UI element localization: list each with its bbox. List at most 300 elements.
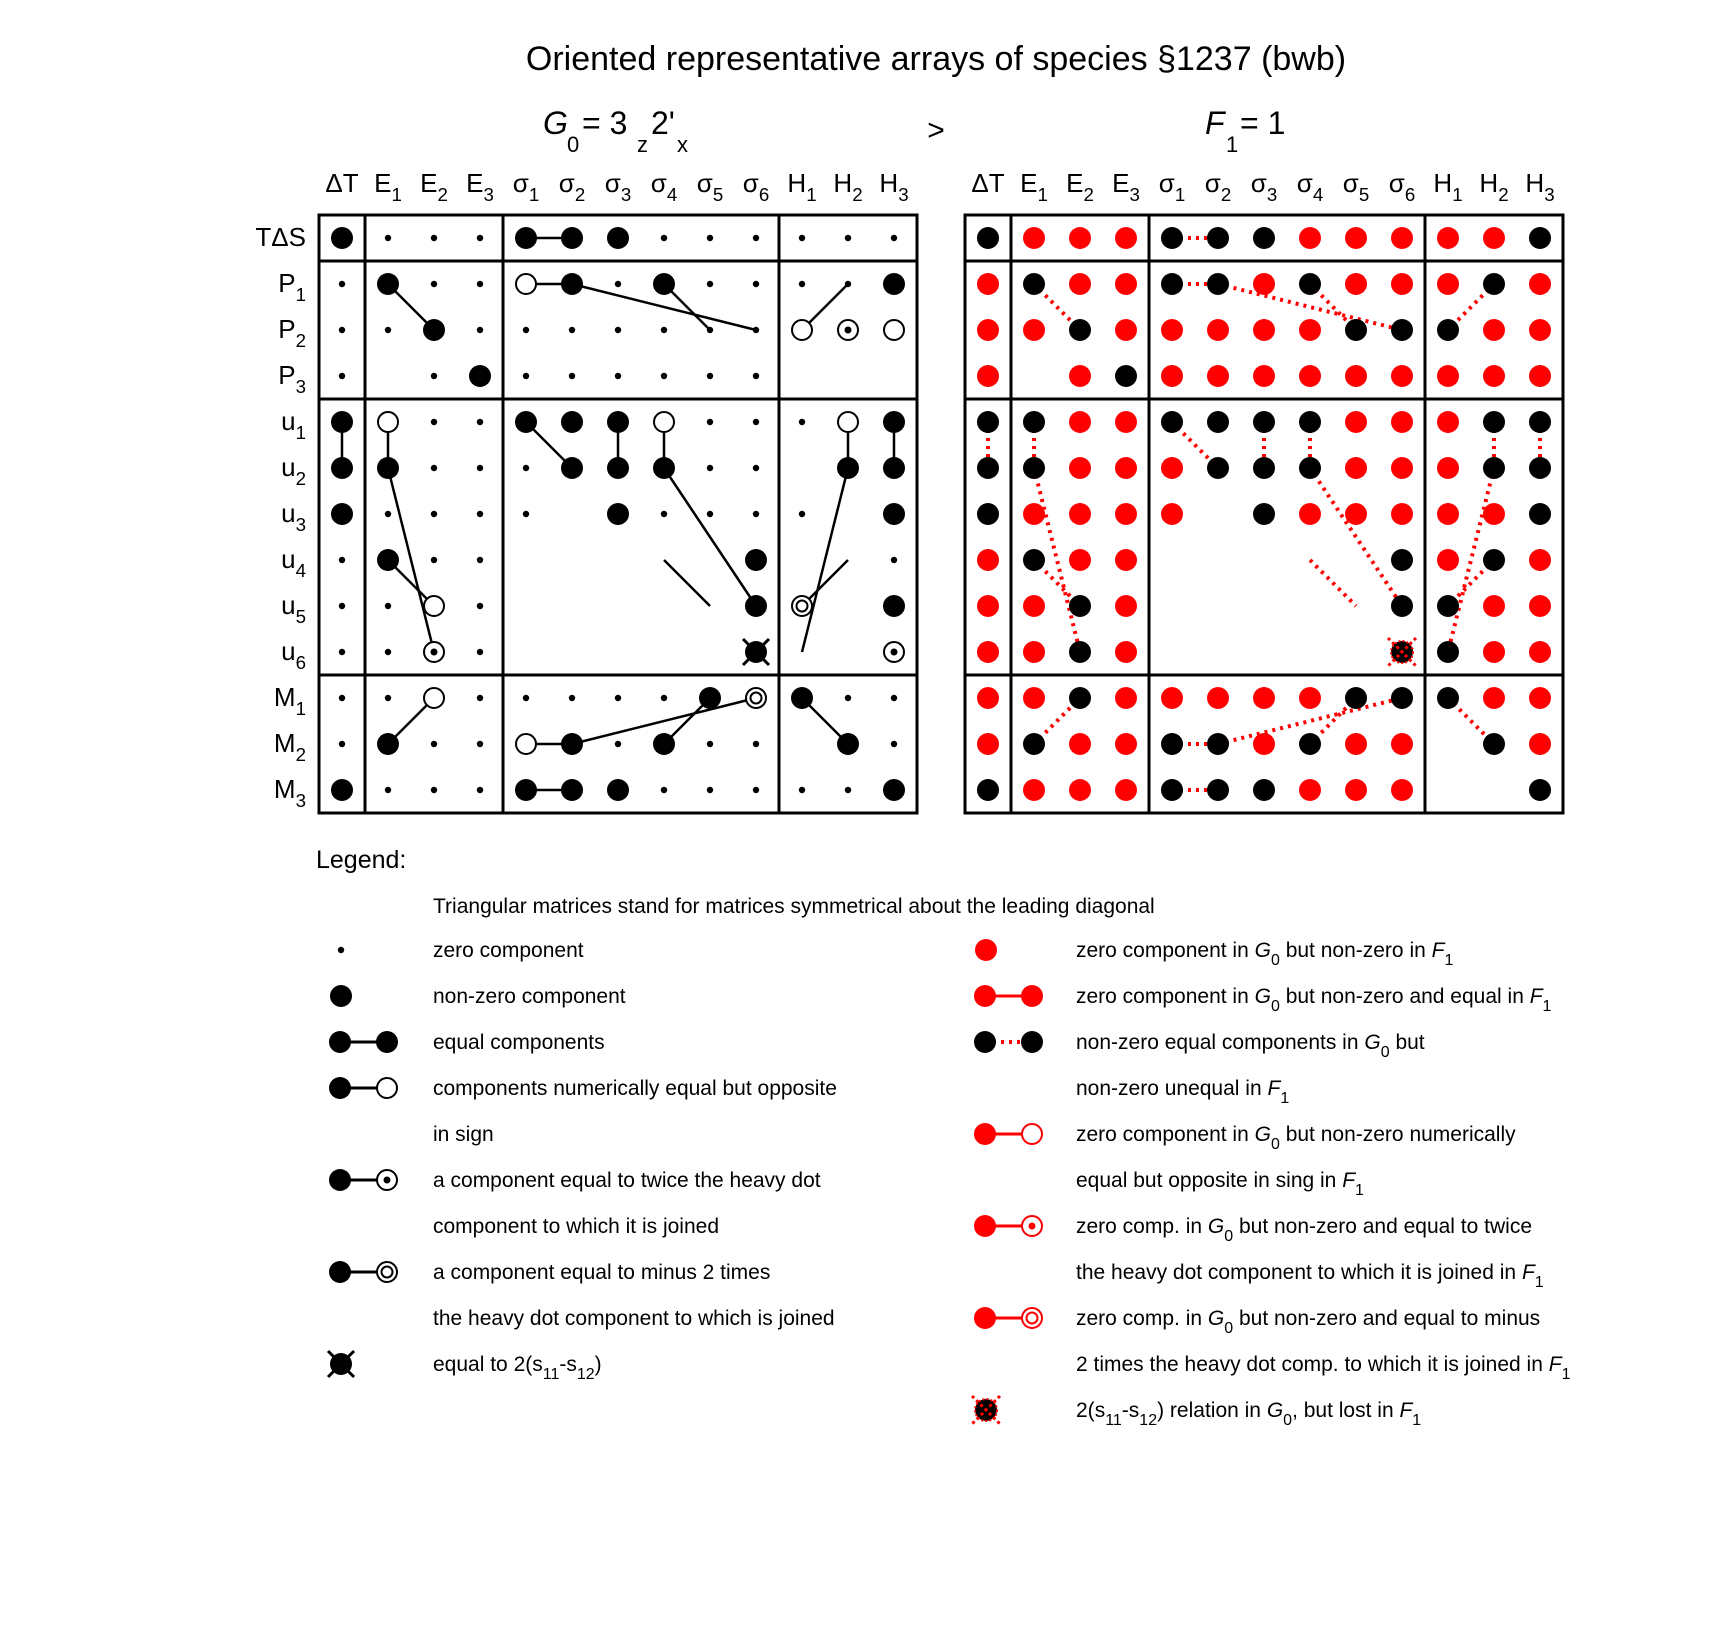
matrix-cell [977,595,999,617]
matrix-cell [1161,779,1183,801]
matrix-cell [977,687,999,709]
matrix-cell [1115,411,1137,433]
matrix-cell [753,373,759,379]
matrix-cell [977,641,999,663]
matrix-cell [523,695,529,701]
matrix-cell [883,503,905,525]
legend-symbol [329,1169,397,1191]
matrix-cell [1207,411,1229,433]
diagram-title: Oriented representative arrays of species §1237 (bwb) [525,40,1347,78]
legend-symbol [329,1031,398,1053]
matrix-block-border [365,399,503,675]
matrix-cell [477,741,483,747]
legend-symbol [338,947,344,953]
matrix-cell [707,465,713,471]
matrix-cell [977,227,999,249]
header-f1-rest: = 1 [1240,105,1286,141]
matrix-cell [607,411,629,433]
column-label: $H_2$ [1479,168,1509,206]
column-label: $\sigma_4$ [650,168,678,206]
matrix-cell [1391,227,1413,249]
matrix-cell [1483,687,1505,709]
legend-item-text: non-zero unequal in $F_1$ [1076,1077,1290,1107]
matrix-cell [1069,641,1091,663]
legend-symbol [329,1261,397,1283]
matrix-cell [561,457,583,479]
matrix-cell [1345,365,1367,387]
matrix-cell [431,787,437,793]
matrix-cell [1437,503,1459,525]
matrix-cell [1161,733,1183,755]
matrix-cell [339,557,345,563]
matrix-cell [753,511,759,517]
matrix-cell [1483,733,1505,755]
matrix-cell [977,503,999,525]
matrix-cell [972,1396,1000,1424]
row-label: $M_3$ [273,774,306,812]
matrix-cell [653,273,675,295]
column-label: $\sigma_2$ [1204,168,1232,206]
matrix-cell [1023,273,1045,295]
matrix-cell [1483,503,1505,525]
matrix-cell [615,695,621,701]
legend-item-text: zero comp. in $G_0$ but non-zero and equal to twice [1076,1215,1533,1245]
legend-item [972,1396,1421,1429]
matrix-cell [891,695,897,701]
matrix-cell [753,281,759,287]
matrix-cell [1253,365,1275,387]
matrix-cell [339,695,345,701]
row-labels [255,222,306,811]
matrix-block-border [1011,399,1149,675]
legend-item [338,939,584,962]
matrix-cell [607,457,629,479]
matrix-cell [1069,273,1091,295]
matrix-cell [607,227,629,249]
matrix-cell [569,695,575,701]
matrix-cell [1345,687,1367,709]
matrix-cell [1345,503,1367,525]
matrix-cell [883,457,905,479]
matrix-cell [377,457,399,479]
matrix-cell [1207,779,1229,801]
matrix-cell [477,419,483,425]
matrix-cell [607,503,629,525]
matrix-cell [1529,457,1551,479]
matrix-cell [707,281,713,287]
matrix-cell [753,235,759,241]
legend-item [329,1031,605,1054]
matrix-cell [707,419,713,425]
matrix-cell [569,373,575,379]
legend-symbol [974,1123,1042,1145]
matrix-cell [561,227,583,249]
matrix-cell [607,779,629,801]
matrix-cell [1345,457,1367,479]
matrix-cell [1437,687,1459,709]
matrix-cell [977,365,999,387]
matrix-cell [1207,365,1229,387]
column-label: ΔT [325,168,359,198]
matrix-cell [745,549,767,571]
matrix-cell [1161,503,1183,525]
column-label: $E_1$ [1020,168,1048,206]
matrix-cell [431,235,437,241]
matrix-cell [1253,411,1275,433]
matrix-cell [431,511,437,517]
matrix-cell [883,779,905,801]
matrix-f1 [965,215,1563,813]
legend-item-text: equal components [433,1031,605,1054]
column-label: $H_2$ [833,168,863,206]
matrix-cell [799,511,805,517]
matrix-cell [1069,503,1091,525]
matrix-cell [891,557,897,563]
component-link [664,560,710,606]
matrix-cell [1253,319,1275,341]
matrix-cell [661,787,667,793]
matrix-cell [1069,411,1091,433]
row-label: $u_2$ [281,452,306,490]
g0-column-labels [325,168,908,205]
legend-item [329,1261,835,1330]
column-label: $E_3$ [1112,168,1140,206]
matrix-cell [753,327,759,333]
legend-item-text: the heavy dot component to which is joined [433,1307,835,1330]
matrix-cell [1391,595,1413,617]
matrix-cell [653,733,675,755]
row-label: $M_2$ [273,728,306,766]
matrix-cell [1345,273,1367,295]
matrix-cell [1437,227,1459,249]
matrix-cell [1115,733,1137,755]
f1-column-labels [971,168,1554,205]
matrix-cell [977,273,999,295]
matrix-cell [477,787,483,793]
header-f1-base: F [1205,105,1225,141]
matrix-cell [1115,273,1137,295]
matrix-cell [561,733,583,755]
legend-item-text: zero component [433,939,584,962]
column-label: $\sigma_5$ [1342,168,1370,206]
matrix-g0 [319,215,917,813]
matrix-cell [753,465,759,471]
matrix-cell [561,411,583,433]
matrix-cell [753,741,759,747]
matrix-cell [1253,273,1275,295]
matrix-cell [339,649,345,655]
matrix-cell [743,639,769,665]
legend-item [330,985,626,1008]
matrix-cell [1161,365,1183,387]
matrix-cell [1529,365,1551,387]
matrix-cell [385,603,391,609]
matrix-cell [561,273,583,295]
matrix-cell [1115,227,1137,249]
matrix-cell [1069,595,1091,617]
matrix-cell [1299,319,1321,341]
matrix-cell [799,235,805,241]
legend-item [974,1031,1425,1107]
matrix-cell [1483,227,1505,249]
legend-item-text: zero comp. in $G_0$ but non-zero and equal to minus [1076,1307,1541,1337]
matrix-cell [1483,411,1505,433]
matrix-block-border [1149,261,1425,399]
legend-item-text: a component equal to twice the heavy dot [433,1169,821,1192]
matrix-cell [1483,319,1505,341]
matrix-cell [469,365,491,387]
legend-item [329,1077,837,1146]
matrix-cell [1529,411,1551,433]
legend-item [329,1169,821,1238]
matrix-cell [1345,733,1367,755]
matrix-cell [431,557,437,563]
column-label: $\sigma_6$ [742,168,770,206]
matrix-cell [1253,503,1275,525]
matrix-cell [661,695,667,701]
matrix-cell [477,235,483,241]
matrix-cell [1161,687,1183,709]
matrix-cell [883,411,905,433]
matrix-cell [424,688,444,708]
matrix-cell [1115,549,1137,571]
column-label: $\sigma_4$ [1296,168,1324,206]
matrix-cell [385,649,391,655]
matrix-cell [1023,595,1045,617]
matrix-cell [1391,503,1413,525]
matrix-cell [385,235,391,241]
matrix-cell [1437,365,1459,387]
legend-item-text: non-zero equal components in $G_0$ but [1076,1031,1425,1061]
matrix-cell [1529,641,1551,663]
matrix-cell [799,787,805,793]
matrix-cell [431,373,437,379]
matrix-cell [1115,687,1137,709]
matrix-cell [891,235,897,241]
matrix-cell [1391,733,1413,755]
matrix-cell [1299,365,1321,387]
matrix-cell [515,227,537,249]
matrix-cell [615,741,621,747]
matrix-cell [385,511,391,517]
legend-item [974,985,1552,1015]
row-label: TΔS [255,222,306,252]
legend-note: Triangular matrices stand for matrices symmetrical about the leading diagonal [433,895,1155,918]
legend-item-text: the heavy dot component to which it is joined in $F_1$ [1076,1261,1544,1291]
matrix-cell [1207,319,1229,341]
matrix-cell [1299,503,1321,525]
row-label: $u_4$ [281,544,306,582]
matrix-cell [1483,273,1505,295]
matrix-cell [891,741,897,747]
matrix-cell [1483,457,1505,479]
matrix-cell [378,412,398,432]
legend-item-text: components numerically equal but opposite [433,1077,837,1100]
matrix-cell [569,327,575,333]
matrix-cell [699,687,721,709]
matrix-cell [377,273,399,295]
matrix-cell [977,411,999,433]
component-link [1310,560,1356,606]
legend-item-text: non-zero component [433,985,626,1008]
matrix-cell [431,281,437,287]
matrix-cell [1391,549,1413,571]
matrix-cell [1345,411,1367,433]
matrix-cell [1207,457,1229,479]
column-label: $E_2$ [1066,168,1094,206]
component-link [1310,468,1402,606]
column-label: $\sigma_3$ [1250,168,1278,206]
legend-item-text: zero component in $G_0$ but non-zero in $F_1$ [1076,939,1454,969]
matrix-cell [1069,549,1091,571]
matrix-cell [339,741,345,747]
matrix-cell [1069,227,1091,249]
matrix-cell [1115,457,1137,479]
matrix-cell [1069,687,1091,709]
matrix-cell [1529,595,1551,617]
matrix-cell [884,642,904,662]
matrix-cell [1437,641,1459,663]
matrix-cell [615,373,621,379]
matrix-cell [1161,457,1183,479]
matrix-cell [1437,273,1459,295]
matrix-cell [837,733,859,755]
matrix-cell [1391,779,1413,801]
matrix-cell [753,419,759,425]
matrix-cell [385,787,391,793]
matrix-cell [1388,638,1416,666]
legend-right [972,939,1571,1429]
header-g0-sub2: z [637,132,648,157]
matrix-cell [707,235,713,241]
matrix-cell [1391,273,1413,295]
matrix-cell [1529,227,1551,249]
header-g0-eq: = 3 [582,105,628,141]
matrix-cell [1483,365,1505,387]
matrix-cell [883,595,905,617]
matrix-cell [477,511,483,517]
matrix-cell [1299,227,1321,249]
matrix-cell [385,695,391,701]
matrix-cell [799,281,805,287]
matrix-cell [1299,687,1321,709]
column-label: $\sigma_1$ [512,168,540,206]
matrix-cell [431,419,437,425]
matrix-cell [799,419,805,425]
matrix-cell [523,511,529,517]
matrix-cell [707,741,713,747]
header-g0-rest2: 2' [651,105,675,141]
matrix-cell [523,327,529,333]
legend-item-text: $2(s_{11}-s_{12})$ relation in $G_0$, but lost in $F_1$ [1076,1399,1422,1429]
matrix-cell [1345,779,1367,801]
row-label: $P_3$ [278,360,306,398]
matrix-cell [1299,779,1321,801]
matrix-cell [339,373,345,379]
matrix-cell [977,733,999,755]
legend-symbol [974,985,1043,1007]
matrix-cell [1529,733,1551,755]
legend-symbol [974,1031,1043,1053]
column-label: $\sigma_2$ [558,168,586,206]
matrix-cell [837,457,859,479]
matrix-cell [1253,779,1275,801]
matrix-cell [791,687,813,709]
column-label: $H_1$ [787,168,817,206]
matrix-cell [1299,273,1321,295]
matrix-cell [845,787,851,793]
legend-symbol [330,985,352,1007]
matrix-cell [1345,227,1367,249]
header-arrow: > [927,114,945,147]
matrix-cell [845,235,851,241]
column-label: $\sigma_5$ [696,168,724,206]
matrix-cell [1437,595,1459,617]
matrix-cell [477,695,483,701]
matrix-cell [845,695,851,701]
legend-item-text: in sign [433,1123,494,1146]
legend-left [328,939,837,1383]
matrix-cell [477,327,483,333]
component-link [664,468,756,606]
matrix-cell [1529,549,1551,571]
matrix-cell [1253,733,1275,755]
matrix-cell [883,273,905,295]
matrix-cell [1437,319,1459,341]
matrix-cell [424,642,444,662]
header-g0-sub: 0 [567,132,580,157]
legend-item-text: zero component in $G_0$ but non-zero numerically [1076,1123,1516,1153]
row-label: $u_1$ [281,406,306,444]
matrix-cell [424,596,444,616]
column-label: ΔT [971,168,1005,198]
matrix-cell [753,787,759,793]
matrix-cell [707,327,713,333]
matrix-cell [661,327,667,333]
header-g0 [543,105,688,157]
matrix-cell [615,327,621,333]
matrix-cell [1115,503,1137,525]
matrix-cell [516,734,536,754]
legend-item [974,1123,1516,1199]
matrix-cell [1023,457,1045,479]
matrix-cell [1299,733,1321,755]
matrix-cell [331,411,353,433]
matrix-cell [1069,457,1091,479]
legend-symbol [972,1396,1000,1424]
legend-symbol [974,1215,1042,1237]
matrix-cell [1529,319,1551,341]
matrix-cell [339,327,345,333]
legend-symbol [975,939,997,961]
component-link [802,468,848,652]
matrix-cell [477,281,483,287]
row-label: $M_1$ [273,682,306,720]
matrix-cell [792,596,812,616]
matrix-cell [523,465,529,471]
matrix-cell [707,787,713,793]
matrix-cell [661,373,667,379]
legend-item [328,1351,602,1383]
matrix-cell [1529,779,1551,801]
matrix-cell [431,465,437,471]
matrix-cell [1299,411,1321,433]
row-label: $u_6$ [281,636,306,674]
matrix-cell [477,557,483,563]
matrix-cell [653,457,675,479]
legend-item-text: component to which it is joined [433,1215,719,1238]
matrix-cell [1253,227,1275,249]
